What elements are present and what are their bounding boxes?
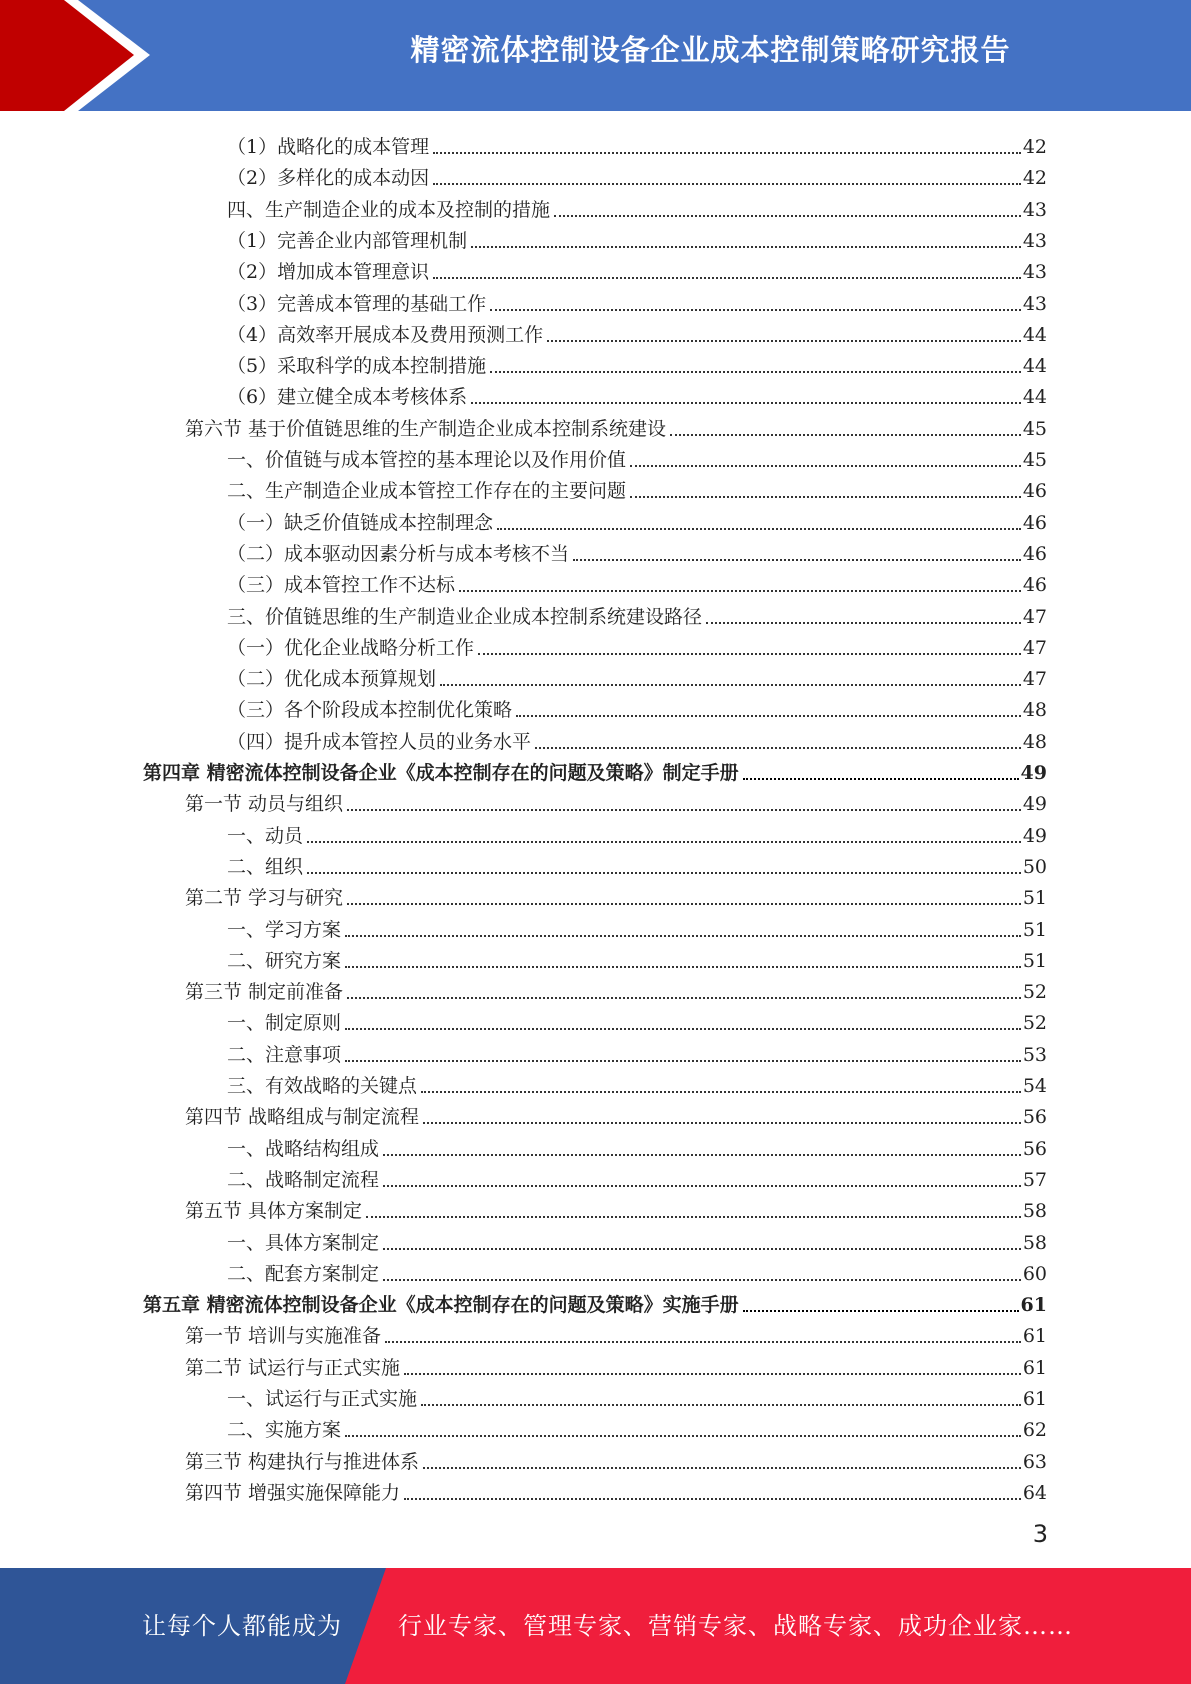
toc-entry-title: 第三节 构建执行与推进体系 — [185, 1450, 420, 1473]
toc-entry-title: 二、实施方案 — [227, 1419, 342, 1442]
toc-page-number: 57 — [1022, 1168, 1047, 1191]
toc-entry[interactable] — [227, 472, 1047, 503]
toc-entry[interactable] — [227, 1411, 1047, 1442]
toc-page-number: 58 — [1022, 1231, 1047, 1254]
toc-entry-title: （3）完善成本管理的基础工作 — [227, 292, 487, 315]
toc-page-number: 46 — [1022, 511, 1047, 534]
toc-entry-title: （一）优化企业战略分析工作 — [227, 636, 475, 659]
toc-entry[interactable] — [227, 159, 1047, 190]
toc-entry[interactable] — [227, 817, 1047, 848]
toc-dot-leader — [516, 715, 1021, 717]
toc-entry-title: 第三节 制定前准备 — [185, 981, 344, 1004]
toc-entry-title: 第四节 增强实施保障能力 — [185, 1481, 401, 1504]
toc-entry[interactable] — [227, 347, 1047, 378]
toc-entry[interactable] — [227, 535, 1047, 566]
toc-page-number: 46 — [1022, 574, 1047, 597]
toc-dot-leader — [423, 1467, 1021, 1469]
toc-entry-title: （5）采取科学的成本控制措施 — [227, 355, 487, 378]
toc-page-number: 43 — [1022, 292, 1047, 315]
toc-page-number: 46 — [1022, 542, 1047, 565]
toc-dot-leader — [345, 1028, 1021, 1030]
toc-page-number: 51 — [1022, 918, 1047, 941]
toc-dot-leader — [345, 1060, 1021, 1062]
toc-dot-leader — [433, 277, 1021, 279]
toc-dot-leader — [421, 1091, 1021, 1093]
toc-page-number: 52 — [1022, 1012, 1047, 1035]
toc-dot-leader — [670, 434, 1021, 436]
toc-entry[interactable] — [227, 222, 1047, 253]
toc-entry[interactable] — [227, 316, 1047, 347]
toc-dot-leader — [547, 340, 1021, 342]
toc-entry-title: 第六节 基于价值链思维的生产制造企业成本控制系统建设 — [185, 417, 667, 440]
toc-dot-leader — [347, 997, 1021, 999]
toc-entry[interactable] — [227, 848, 1047, 879]
toc-page-number: 56 — [1022, 1106, 1047, 1129]
toc-page-number: 64 — [1022, 1481, 1047, 1504]
toc-dot-leader — [630, 465, 1021, 467]
toc-page-number: 63 — [1022, 1450, 1047, 1473]
toc-entry-title: 二、研究方案 — [227, 949, 342, 972]
toc-dot-leader — [471, 402, 1021, 404]
toc-dot-leader — [421, 1404, 1021, 1406]
toc-dot-leader — [345, 966, 1021, 968]
toc-page-number: 45 — [1022, 417, 1047, 440]
toc-entry-title: （一）缺乏价值链成本控制理念 — [227, 511, 494, 534]
toc-page-number: 43 — [1022, 198, 1047, 221]
toc-entry-title: （2）增加成本管理意识 — [227, 261, 430, 284]
toc-dot-leader — [366, 1216, 1021, 1218]
toc-entry-title: 四、生产制造企业的成本及控制的措施 — [227, 198, 551, 221]
toc-entry-title: 二、生产制造企业成本管控工作存在的主要问题 — [227, 480, 627, 503]
toc-entry[interactable] — [227, 128, 1047, 159]
toc-entry-title: （2）多样化的成本动因 — [227, 167, 430, 190]
toc-entry[interactable] — [227, 253, 1047, 284]
toc-dot-leader — [345, 935, 1021, 937]
toc-page-number: 46 — [1022, 480, 1047, 503]
toc-entry[interactable] — [185, 410, 1047, 441]
toc-entry-title: （1）战略化的成本管理 — [227, 136, 430, 158]
toc-entry[interactable] — [185, 1474, 1047, 1505]
toc-dot-leader — [404, 1498, 1021, 1500]
toc-dot-leader — [385, 1341, 1021, 1343]
toc-entry[interactable] — [227, 566, 1047, 597]
toc-dot-leader — [433, 152, 1021, 154]
toc-dot-leader — [440, 684, 1021, 686]
toc-page-number: 44 — [1022, 355, 1047, 378]
toc-entry[interactable] — [185, 1192, 1047, 1223]
toc-page-number: 53 — [1022, 1043, 1047, 1066]
toc-dot-leader — [423, 1122, 1021, 1124]
toc-entry-title: 二、组织 — [227, 855, 304, 878]
toc-entry[interactable] — [227, 1224, 1047, 1255]
toc-entry-title: （二）成本驱动因素分析与成本考核不当 — [227, 542, 570, 565]
toc-page-number: 51 — [1022, 949, 1047, 972]
toc-entry-title: 一、价值链与成本管控的基本理论以及作用价值 — [227, 449, 627, 471]
toc-page-number: 49 — [1022, 824, 1047, 847]
toc-page-number: 61 — [1022, 1356, 1047, 1379]
toc-entry[interactable] — [227, 1161, 1047, 1192]
toc-dot-leader — [433, 183, 1021, 185]
toc-page-number: 47 — [1022, 636, 1047, 659]
toc-entry[interactable] — [227, 660, 1047, 691]
toc-page-number: 48 — [1022, 730, 1047, 753]
toc-entry[interactable] — [227, 1130, 1047, 1161]
toc-entry[interactable] — [227, 1067, 1047, 1098]
toc-entry-title: 第五节 具体方案制定 — [185, 1200, 363, 1223]
toc-entry-title: （1）完善企业内部管理机制 — [227, 229, 468, 252]
toc-page-number: 48 — [1022, 699, 1047, 722]
toc-entry-title: （三）成本管控工作不达标 — [227, 574, 456, 597]
toc-page-number: 62 — [1022, 1419, 1047, 1442]
toc-dot-leader — [497, 528, 1021, 530]
toc-page-number: 45 — [1022, 449, 1047, 471]
toc-dot-leader — [307, 872, 1021, 874]
toc-page-number: 61 — [1020, 1294, 1047, 1317]
toc-dot-leader — [490, 309, 1021, 311]
report-title: 精密流体控制设备企业成本控制策略研究报告 — [410, 33, 1011, 67]
toc-page-number: 49 — [1022, 793, 1047, 816]
toc-entry[interactable] — [227, 441, 1047, 472]
toc-dot-leader — [404, 1373, 1021, 1375]
toc-entry[interactable] — [185, 1349, 1047, 1380]
toc-entry-title: 一、试运行与正式实施 — [227, 1388, 418, 1410]
toc-dot-leader — [347, 809, 1021, 811]
toc-entry[interactable] — [227, 285, 1047, 316]
toc-entry-title: 第四章 精密流体控制设备企业《成本控制存在的问题及策略》制定手册 — [143, 762, 739, 784]
toc-dot-leader — [490, 371, 1021, 373]
toc-chapter-entry[interactable] — [143, 1286, 1047, 1317]
toc-entry[interactable] — [227, 691, 1047, 722]
page-number: 3 — [1032, 1520, 1048, 1548]
toc-entry[interactable] — [185, 1443, 1047, 1474]
toc-dot-leader — [535, 747, 1021, 749]
toc-entry[interactable] — [185, 973, 1047, 1004]
toc-page-number: 47 — [1022, 668, 1047, 691]
toc-page-number: 52 — [1022, 981, 1047, 1004]
footer-slogan-right: 行业专家、管理专家、营销专家、战略专家、成功企业家…… — [398, 1612, 1073, 1640]
toc-entry[interactable] — [227, 911, 1047, 942]
toc-page-number: 58 — [1022, 1200, 1047, 1223]
toc-page-number: 60 — [1022, 1262, 1047, 1285]
toc-entry[interactable] — [185, 1098, 1047, 1129]
toc-dot-leader — [554, 215, 1021, 217]
toc-entry-title: 第五章 精密流体控制设备企业《成本控制存在的问题及策略》实施手册 — [143, 1294, 739, 1317]
toc-page-number: 56 — [1022, 1137, 1047, 1160]
page-header — [0, 0, 1191, 111]
toc-page-number: 44 — [1022, 323, 1047, 346]
toc-entry-title: （三）各个阶段成本控制优化策略 — [227, 699, 513, 722]
toc-entry-title: （4）高效率开展成本及费用预测工作 — [227, 323, 544, 346]
chevron-arrow-icon — [0, 0, 150, 111]
toc-page-number: 43 — [1022, 229, 1047, 252]
toc-entry[interactable] — [185, 785, 1047, 816]
toc-entry-title: 三、有效战略的关键点 — [227, 1075, 418, 1097]
toc-entry-title: 三、价值链思维的生产制造业企业成本控制系统建设路径 — [227, 605, 703, 628]
toc-dot-leader — [630, 496, 1021, 498]
toc-entry-title: 二、战略制定流程 — [227, 1168, 380, 1191]
toc-entry[interactable] — [185, 879, 1047, 910]
toc-page-number: 43 — [1022, 261, 1047, 284]
toc-entry-title: 一、具体方案制定 — [227, 1231, 380, 1254]
toc-page-number: 44 — [1022, 386, 1047, 409]
toc-entry[interactable] — [227, 629, 1047, 660]
toc-dot-leader — [383, 1185, 1021, 1187]
toc-dot-leader — [743, 778, 1019, 780]
toc-entry-title: 第一节 动员与组织 — [185, 793, 344, 816]
toc-page-number: 47 — [1022, 605, 1047, 628]
toc-dot-leader — [347, 903, 1021, 905]
toc-entry-title: （二）优化成本预算规划 — [227, 668, 437, 691]
toc-page-number: 50 — [1022, 855, 1047, 878]
toc-entry[interactable] — [227, 1036, 1047, 1067]
toc-dot-leader — [383, 1154, 1021, 1156]
toc-entry[interactable] — [227, 1380, 1047, 1411]
toc-entry-title: 第四节 战略组成与制定流程 — [185, 1106, 420, 1129]
toc-dot-leader — [383, 1279, 1021, 1281]
toc-entry[interactable] — [227, 378, 1047, 409]
toc-entry-title: 第一节 培训与实施准备 — [185, 1325, 382, 1348]
toc-dot-leader — [471, 246, 1021, 248]
toc-entry[interactable] — [227, 504, 1047, 535]
toc-entry[interactable] — [227, 1255, 1047, 1286]
toc-entry-title: 一、战略结构组成 — [227, 1137, 380, 1160]
toc-dot-leader — [478, 653, 1021, 655]
toc-entry[interactable] — [227, 942, 1047, 973]
toc-page-number: 42 — [1022, 167, 1047, 190]
toc-entry-title: 一、制定原则 — [227, 1012, 342, 1035]
toc-entry[interactable] — [227, 1004, 1047, 1035]
toc-chapter-entry[interactable] — [143, 754, 1047, 785]
toc-entry-title: 第二节 试运行与正式实施 — [185, 1356, 401, 1379]
toc-entry[interactable] — [185, 1317, 1047, 1348]
toc-entry[interactable] — [227, 723, 1047, 754]
toc-dot-leader — [345, 1435, 1021, 1437]
toc-page-number: 51 — [1022, 887, 1047, 910]
toc-entry-title: 一、动员 — [227, 824, 304, 847]
toc-entry-title: （6）建立健全成本考核体系 — [227, 386, 468, 409]
toc-entry-title: 一、学习方案 — [227, 918, 342, 941]
toc-page-number: 49 — [1020, 762, 1047, 784]
toc-page-number: 61 — [1022, 1325, 1047, 1348]
footer-slogan-left: 让每个人都能成为 — [142, 1612, 342, 1640]
toc-dot-leader — [459, 590, 1021, 592]
toc-entry[interactable] — [227, 598, 1047, 629]
toc-dot-leader — [383, 1248, 1021, 1250]
toc-dot-leader — [743, 1310, 1019, 1312]
toc-entry-title: （四）提升成本管控人员的业务水平 — [227, 730, 532, 753]
toc-entry-title: 二、配套方案制定 — [227, 1262, 380, 1285]
toc-page-number: 61 — [1022, 1388, 1047, 1410]
page-footer — [0, 1568, 1191, 1684]
toc-dot-leader — [307, 841, 1021, 843]
toc-page-number: 54 — [1022, 1075, 1047, 1097]
toc-dot-leader — [706, 622, 1021, 624]
toc-entry-title: 二、注意事项 — [227, 1043, 342, 1066]
toc-entry-title: 第二节 学习与研究 — [185, 887, 344, 910]
toc-page-number: 42 — [1022, 136, 1047, 158]
toc-entry[interactable] — [227, 191, 1047, 222]
toc-dot-leader — [573, 559, 1021, 561]
